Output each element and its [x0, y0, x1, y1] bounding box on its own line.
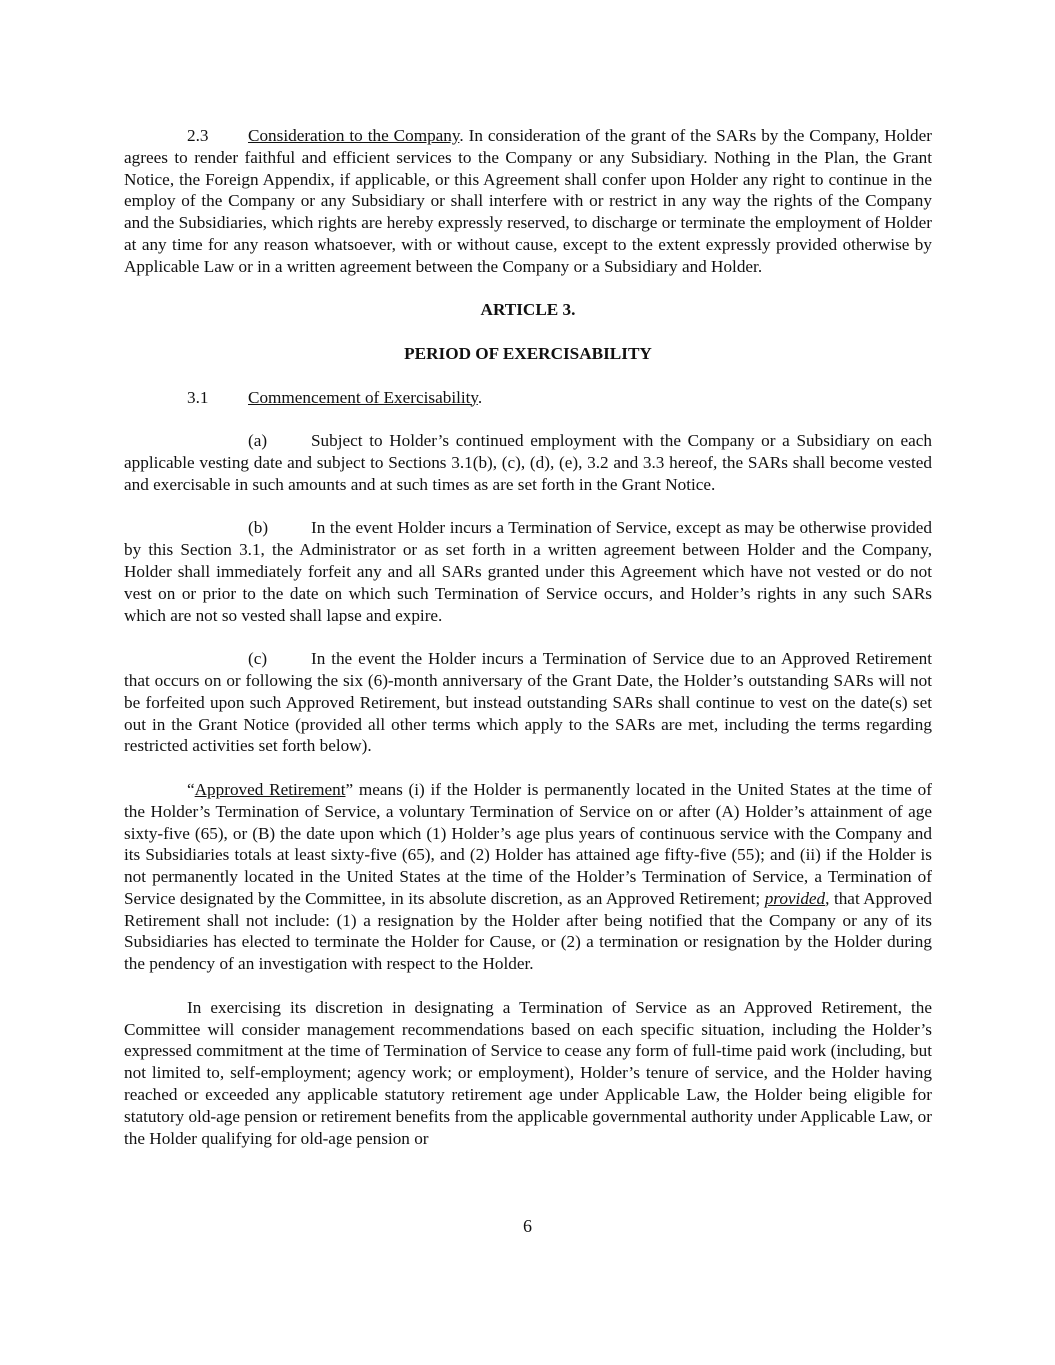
section-2-3-paragraph — [124, 125, 932, 278]
defined-term: Approved Retirement — [194, 779, 346, 799]
section-number: 2.3 — [187, 126, 209, 145]
subsection-label: (c) — [248, 649, 268, 669]
definition-text: ” means (i) if the Holder is permanently located in the United States at the time of the Holder’s Termination of Service, a voluntary Termination of Service on or after (A) Holder’s attainment of age sixty-five (65), or (B) the date upon which (1) Holder’s age plus years of continuous service with the Company and its Subsidiaries totals at least sixty-five (65), and (2) Holder has attained age fifty-five (55); and (ii) if the Holder is not permanently located in the United States at the time of the Holder’s Termination of Service, a Termination of Service designated by the Committee, in its absolute discretion, as an Approved Retirement; — [124, 779, 932, 908]
approved-retirement-definition — [124, 779, 932, 975]
definition-text-continued: , that Approved Retirement shall not include: (1) a resignation by the Holder after being notified that the Company or any of its Subsidiaries has elected to terminate the Holder for Cause, or (2) a termination or resignation by the Holder during the pendency of an investigation with respect to the Holder. — [124, 888, 932, 974]
provided-term: provided — [764, 888, 826, 908]
open-quote: “ — [187, 779, 195, 799]
document-body — [124, 125, 932, 1171]
subsection-text: In the event Holder incurs a Termination of Service, except as may be otherwise provided by this Section 3.1, the Administrator or as set forth in a written agreement between Holder and the Company, Holder shall immediately forfeit any and all SARs granted under this Agreement which have not vested or do not vest on or prior to the date on which such Termination of Service occurs, and Holder’s rights in any such SARs which are not so vested shall lapse and expire. — [124, 518, 932, 625]
section-3-1-heading-line — [124, 387, 932, 409]
subsection-c-paragraph — [124, 648, 932, 757]
subsection-text: Subject to Holder’s continued employment with the Company or a Subsidiary on each applicable vesting date and subject to Sections 3.1(b), (c), (d), (e), 3.2 and 3.3 hereof, the SARs shall become vested and exercisable in such amounts and at such times as are set forth in the Grant Notice. — [124, 431, 932, 494]
section-heading: Consideration to the Company — [248, 126, 460, 145]
section-number: 3.1 — [187, 387, 209, 407]
section-heading-end: . — [477, 387, 483, 407]
discretion-paragraph: In exercising its discretion in designating a Termination of Service as an Approved Retirement, the Committee will consider management recommendations based on each specific situation, including the Holder’s expressed commitment at the time of Termination of Service to cease any form of full-time paid work (including, but not limited to, self-employment; agency work; or employment), Holder’s tenure of service, and the Holder having reached or exceeded any applicable statutory retirement age under Applicable Law, the Holder being eligible for statutory old-age pension or retirement benefits from the applicable governmental authority under Applicable Law, or the Holder qualifying for old-age pension or — [124, 997, 932, 1148]
subsection-b-paragraph — [124, 517, 932, 626]
subsection-a-paragraph — [124, 430, 932, 495]
subsection-label: (a) — [248, 431, 268, 451]
page-number: 6 — [523, 1216, 532, 1236]
section-heading: Commencement of Exercisability — [248, 387, 478, 407]
subsection-text: In the event the Holder incurs a Termination of Service due to an Approved Retirement that occurs on or following the six (6)-month anniversary of the Grant Date, the Holder’s outstanding SARs will not be forfeited upon such Approved Retirement, but instead outstanding SARs shall continue to vest on the date(s) set out in the Grant Notice (provided all other terms which apply to the SARs are met, including the terms regarding restricted activities set forth below). — [124, 649, 932, 756]
article-number: ARTICLE 3. — [480, 300, 576, 320]
subsection-label: (b) — [248, 518, 269, 538]
article-title: PERIOD OF EXERCISABILITY — [404, 343, 652, 363]
section-text: . In consideration of the grant of the SARs by the Company, Holder agrees to render faithful and efficient services to the Company or any Subsidiary. Nothing in the Plan, the Grant Notice, the Foreign Appendix, if applicable, or this Agreement shall confer upon Holder any right to continue in the employ of the Company or any Subsidiary or shall interfere with or restrict in any way the rights of the Company and the Subsidiaries, which rights are hereby expressly reserved, to discharge or terminate the employment of Holder at any time for any reason whatsoever, with or without cause, except to the extent expressly provided otherwise by Applicable Law or in a written agreement between the Company or a Subsidiary and Holder. — [124, 126, 932, 276]
